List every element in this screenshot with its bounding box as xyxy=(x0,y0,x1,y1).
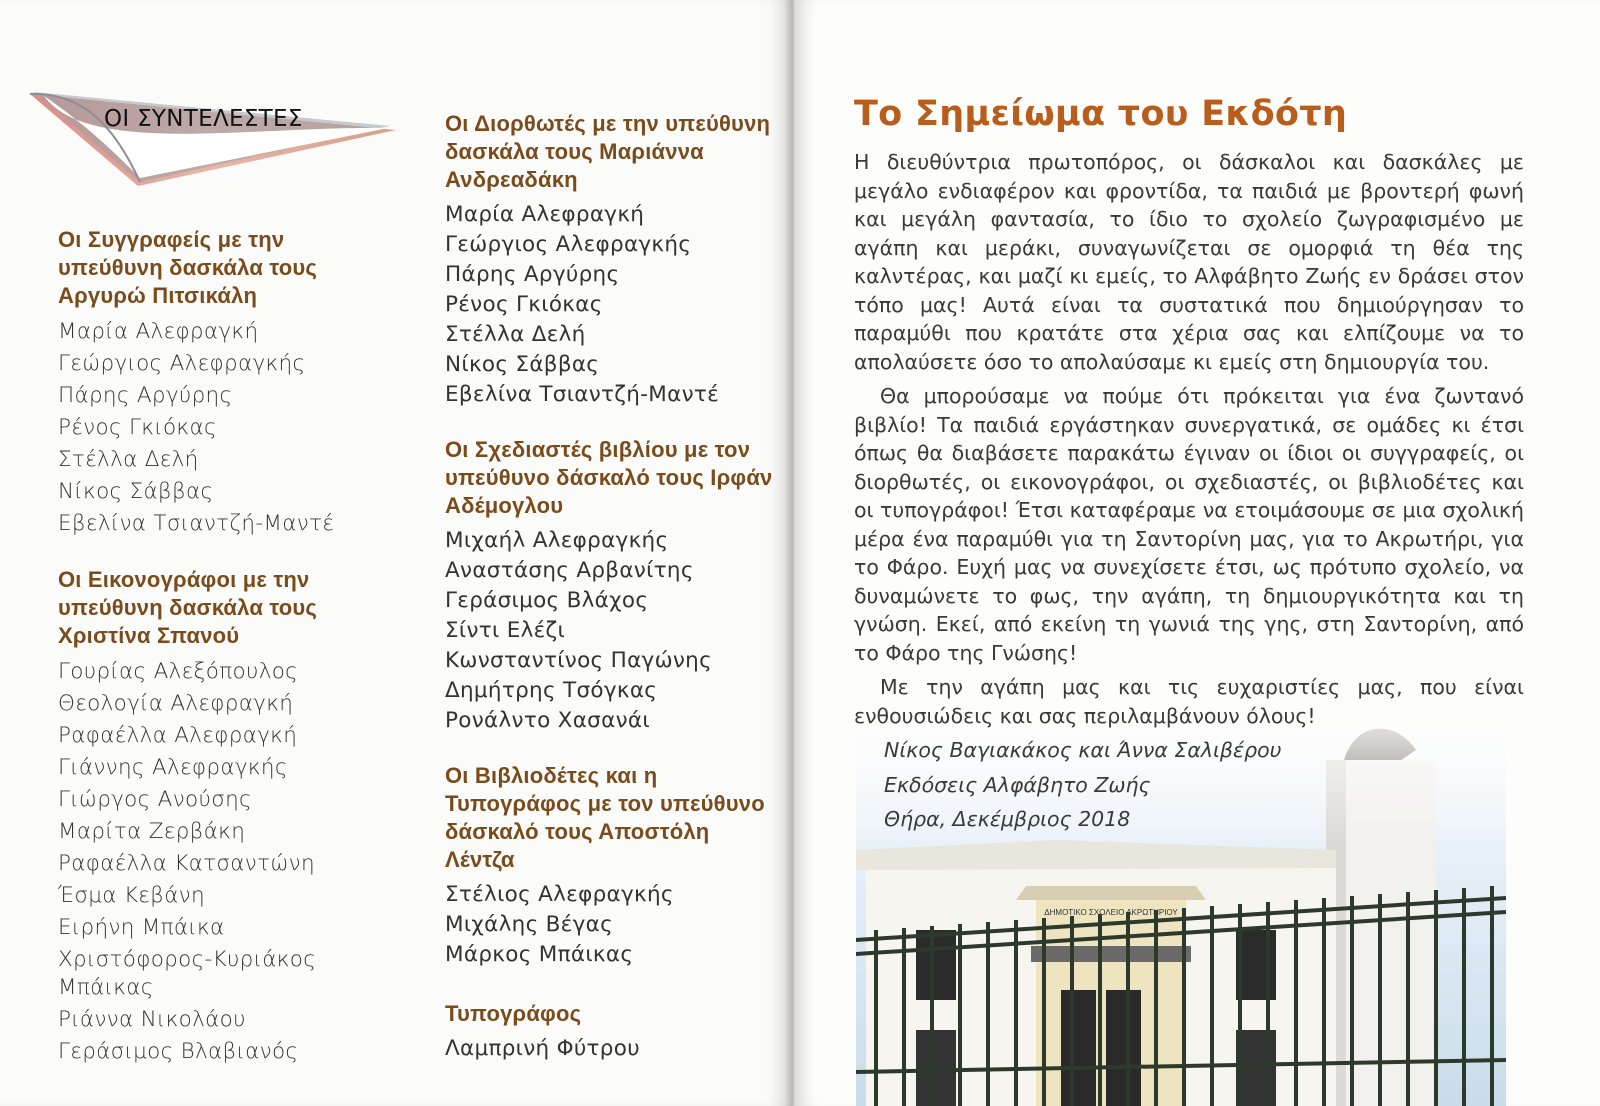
credits-column-right xyxy=(445,110,775,1090)
credit-group-binders xyxy=(445,762,775,970)
credit-name: Ραφαέλλα Κατσαντώνη xyxy=(58,851,315,876)
credit-name: Μαρία Αλεφραγκή xyxy=(58,319,259,344)
credit-name: Αναστάσης Αρβανίτης xyxy=(445,558,694,583)
credit-group-designers xyxy=(445,436,775,736)
credit-group-proofreaders xyxy=(445,110,775,410)
group-heading: Οι Εικονογράφοι με την υπεύθυνη δασκάλα τους Χριστίνα Σπανού xyxy=(58,567,318,648)
credit-group-writers xyxy=(58,226,388,540)
group-heading: Οι Διορθωτές με την υπεύθυνη δασκάλα τους Μαριάννα Ανδρεαδάκη xyxy=(445,111,771,192)
credit-name: Μάρκος Μπάικας xyxy=(445,942,634,967)
banner-title: ΟΙ ΣΥΝΤΕΛΕΣΤΕΣ xyxy=(104,106,303,132)
credit-name: Γεράσιμος Βλάχος xyxy=(445,588,649,613)
credit-name: Νίκος Σάββας xyxy=(58,479,214,504)
credit-name: Δημήτρης Τσόγκας xyxy=(445,678,658,703)
signature-place-date: Θήρα, Δεκέμβριος 2018 xyxy=(884,807,1131,831)
credit-name: Πάρης Αργύρης xyxy=(58,383,233,408)
group-heading: Τυπογράφος xyxy=(445,1001,582,1026)
credit-name: Στέλλα Δελή xyxy=(445,322,586,347)
credit-name: Γιάννης Αλεφραγκής xyxy=(58,755,288,780)
credit-name: Ρονάλντο Χασανάι xyxy=(445,708,650,733)
credit-name: Θεολογία Αλεφραγκή xyxy=(58,691,294,716)
group-heading: Οι Συγγραφείς με την υπεύθυνη δασκάλα τους Αργυρώ Πιτσικάλη xyxy=(58,227,318,308)
credit-name: Στέλλα Δελή xyxy=(58,447,199,472)
credit-name: Ειρήνη Μπάικα xyxy=(58,915,225,940)
credit-group-typographer xyxy=(445,1000,775,1064)
credit-name: Έσμα Κεβάνη xyxy=(58,883,205,908)
credit-name: Ρένος Γκιόκας xyxy=(445,292,603,317)
group-heading: Οι Βιβλιοδέτες και η Τυπογράφος με τον υπεύθυνο δάσκαλό τους Αποστόλη Λέντζα xyxy=(445,763,765,872)
credits-column-left xyxy=(58,226,388,1094)
credit-name: Γεράσιμος Βλαβιανός xyxy=(58,1039,299,1064)
credit-group-illustrators xyxy=(58,566,388,1068)
credit-name: Ραφαέλλα Αλεφραγκή xyxy=(58,723,298,748)
paragraph: Με την αγάπη μας και τις ευχαριστίες μας, που είναι ενθουσιώδεις και σας περιλαμβάνουν όλους! xyxy=(854,675,1524,728)
credit-name: Κωνσταντίνος Παγώνης xyxy=(445,648,713,673)
credit-name: Σίντι Ελέζι xyxy=(445,618,566,643)
credit-name: Ριάννα Νικολάου xyxy=(58,1007,246,1032)
school-sign: ΔΗΜΟΤΙΚΟ ΣΧΟΛΕΙΟ ΑΚΡΩΤΗΡΙΟΥ xyxy=(1044,908,1178,917)
credit-name: Γουρίας Αλεξόπουλος xyxy=(58,659,299,684)
credit-name: Χριστόφορος-Κυριάκος Μπάικας xyxy=(58,947,317,1000)
credit-name: Εβελίνα Τσιαντζή-Μαντέ xyxy=(445,382,720,407)
editor-note-title: Το Σημείωμα του Εκδότη xyxy=(854,94,1348,134)
credit-name: Μαρίτα Ζερβάκη xyxy=(58,819,246,844)
credit-name: Μιχάλης Βέγας xyxy=(445,912,614,937)
contributors-banner xyxy=(28,86,408,196)
signature-names: Νίκος Βαγιακάκος και Άννα Σαλιβέρου xyxy=(884,738,1282,762)
credit-name: Μαρία Αλεφραγκή xyxy=(445,202,645,227)
credit-name: Μιχαήλ Αλεφραγκής xyxy=(445,528,669,553)
credit-name: Λαμπρινή Φύτρου xyxy=(445,1036,640,1061)
credit-name: Πάρης Αργύρης xyxy=(445,262,620,287)
left-page xyxy=(0,0,790,1106)
group-heading: Οι Σχεδιαστές βιβλίου με τον υπεύθυνο δάσκαλό τους Ιρφάν Αδέμογλου xyxy=(445,437,773,518)
credit-name: Ρένος Γκιόκας xyxy=(58,415,217,440)
signature-publisher: Εκδόσεις Αλφάβητο Ζωής xyxy=(884,772,1151,797)
credit-name: Γιώργος Ανούσης xyxy=(58,787,252,812)
right-page xyxy=(794,0,1600,1106)
editor-note-body xyxy=(854,148,1524,840)
credit-name: Νίκος Σάββας xyxy=(445,352,600,377)
paragraph: Θα μπορούσαμε να πούμε ότι πρόκειται για ένα ζωντανό βιβλίο! Τα παιδιά εργάστηκαν συνεργατικά, σε ομάδες κι έτσι όπως θα διαβάσετε παρακάτω έγιναν οι ίδιοι οι συγγραφείς, οι διορθωτές, οι εικονογράφοι, οι σχεδιαστές, οι βιβλιοδέτες και οι τυπογράφοι! Έτσι καταφέραμε να ετοιμάσουμε σε μια σχολική μέρα ένα παραμύθι για τη Σαντορίνη μας, για το Ακρωτήρι, για το Φάρο. Ευχή μας να συνεχίσετε έτσι, ως πρότυπο σχολείο, να δυναμώνετε το φως, την αγάπη, τη δημιουργικότητα και τη γνώση. Εκεί, από εκείνη τη γωνιά της γης, στη Σαντορίνη, από το Φάρο της Γνώσης! xyxy=(854,384,1524,665)
credit-name: Στέλιος Αλεφραγκής xyxy=(445,882,674,907)
credit-name: Γεώργιος Αλεφραγκής xyxy=(445,232,692,257)
credit-name: Εβελίνα Τσιαντζή-Μαντέ xyxy=(58,511,335,536)
banner-shape xyxy=(28,86,408,196)
paragraph: Η διευθύντρια πρωτοπόρος, οι δάσκαλοι και δασκάλες με μεγάλο ενδιαφέρον και φροντίδα, τα παιδιά με βροντερή φωνή και μεγάλη φαντασία, το ίδιο το σχολείο ζωγραφισμένο με αγάπη και μεράκι, συναγωνίζεται σε ομορφιά τη θέα της καλντέρας, και μαζί κι εμείς, το Αλφάβητο Ζωής εν δράσει στον τόπο μας! Αυτά είναι τα συστατικά που δημιούργησαν το παραμύθι που κρατάτε στα χέρια σας και ελπίζουμε να το απολαύσετε όσο το απολαύσαμε κι εμείς στη δημιουργία του. xyxy=(854,150,1524,374)
credit-name: Γεώργιος Αλεφραγκής xyxy=(58,351,306,376)
